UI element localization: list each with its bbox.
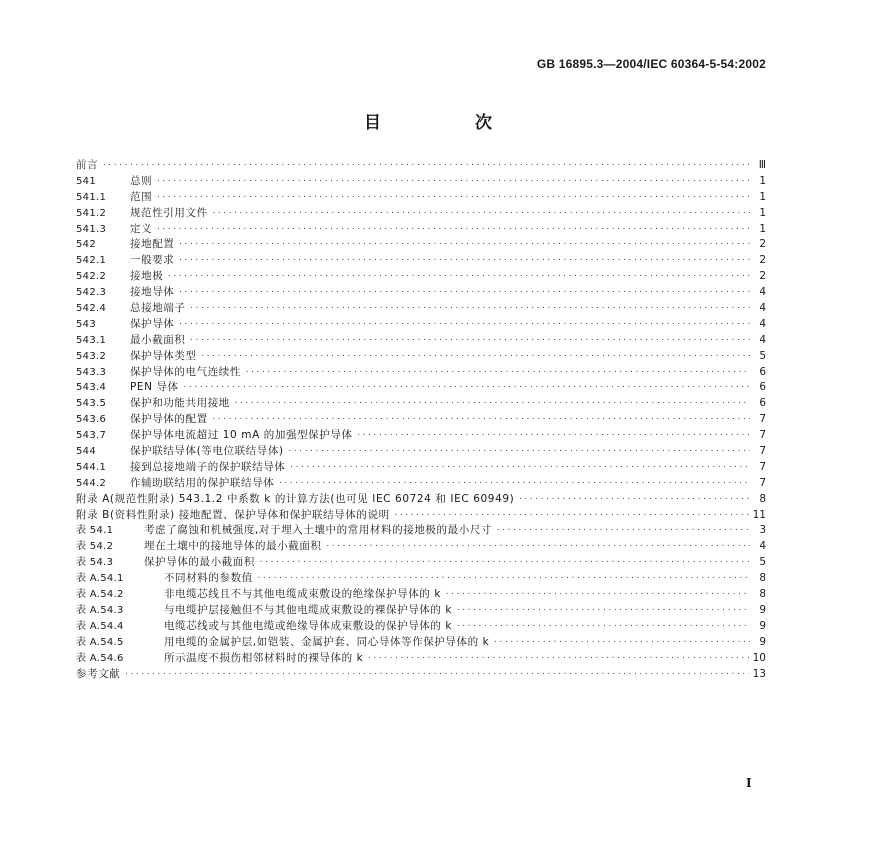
toc-entry-page: 3 xyxy=(759,524,766,537)
toc-entry xyxy=(76,285,766,301)
toc-entry-number: 543.2 xyxy=(76,350,107,362)
toc-entry-title: 前言 xyxy=(76,159,99,171)
toc-entry-title: 接到总接地端子的保护联结导体 xyxy=(130,460,286,473)
toc-entry-page: 6 xyxy=(759,397,766,410)
toc-leader-dots xyxy=(124,667,748,683)
toc-entry xyxy=(76,539,766,555)
toc-entry-page: 4 xyxy=(759,302,766,315)
toc-entry xyxy=(76,380,766,396)
toc-entry xyxy=(76,508,766,524)
toc-entry-number: 541.2 xyxy=(76,207,107,219)
toc-leader-dots xyxy=(496,523,750,539)
toc-entry-page: 4 xyxy=(759,540,766,553)
toc-entry xyxy=(76,317,766,333)
toc-entry xyxy=(76,492,766,508)
toc-leader-dots xyxy=(245,365,750,381)
toc-entry xyxy=(76,555,766,571)
toc-entry-page: 1 xyxy=(759,174,766,187)
toc-entry-page: 10 xyxy=(752,651,766,664)
toc-entry-number: 541.1 xyxy=(76,191,107,203)
toc-leader-dots xyxy=(288,444,750,460)
toc-entry-title: 保护联结导体(等电位联结导体) xyxy=(130,445,284,458)
toc-entry-title: 所示温度不损伤相邻材料时的裸导体的 k xyxy=(164,651,364,664)
toc-entry-title: 总则 xyxy=(130,174,153,187)
toc-entry-title: 保护导体的配置 xyxy=(130,413,208,426)
toc-entry-number: 544.1 xyxy=(76,461,107,473)
toc-entry-title: 用电缆的金属护层,如铠装、金属护套、同心导体等作保护导体的 k xyxy=(164,635,490,648)
toc-leader-dots xyxy=(234,396,750,412)
toc-leader-dots xyxy=(190,333,751,349)
toc-entry-page: 2 xyxy=(759,254,766,267)
toc-leader-dots xyxy=(367,651,748,667)
toc-entry xyxy=(76,396,766,412)
toc-entry xyxy=(76,158,766,174)
toc-entry xyxy=(76,523,766,539)
toc-entry-page: 4 xyxy=(759,286,766,299)
toc-entry-number: 表 A.54.1 xyxy=(76,573,124,585)
toc-entry-title: 非电缆芯线且不与其他电缆成束敷设的绝缘保护导体的 k xyxy=(164,588,442,601)
toc-entry xyxy=(76,222,766,238)
toc-entry-title: 定义 xyxy=(130,222,153,235)
toc-entry-number: 542.1 xyxy=(76,255,107,267)
toc-entry xyxy=(76,619,766,635)
toc-entry-title: 保护导体 xyxy=(130,317,175,330)
toc-entry-number: 544 xyxy=(76,446,96,458)
toc-entry xyxy=(76,190,766,206)
toc-entry xyxy=(76,444,766,460)
toc-entry-page: 6 xyxy=(759,365,766,378)
toc-entry-title: 最小截面积 xyxy=(130,333,186,346)
toc-leader-dots xyxy=(167,269,750,285)
toc-entry-page: 4 xyxy=(759,333,766,346)
toc-entry-title: 作辅助联结用的保护联结导体 xyxy=(130,476,275,489)
toc-entry-title: 总接地端子 xyxy=(130,302,186,315)
toc-entry-page: 2 xyxy=(759,270,766,283)
toc-leader-dots xyxy=(278,476,750,492)
toc-entry-title: 不同材料的参数值 xyxy=(164,572,253,585)
toc-entry-number: 542.4 xyxy=(76,303,107,315)
toc-entry-number: 544.2 xyxy=(76,477,107,489)
toc-entry-page: 8 xyxy=(759,588,766,601)
toc-leader-dots xyxy=(178,317,750,333)
page-number: Ⅰ xyxy=(746,776,752,790)
toc-entry-number: 543 xyxy=(76,318,96,330)
toc-leader-dots xyxy=(212,206,750,222)
toc-entry xyxy=(76,651,766,667)
toc-entry-title: 附录 A(规范性附录) 543.1.2 中系数 k 的计算方法(也可见 IEC 60724 和 IEC 60949) xyxy=(76,492,515,505)
table-of-contents xyxy=(76,158,766,682)
toc-leader-dots xyxy=(518,492,750,508)
toc-leader-dots xyxy=(156,222,750,238)
toc-entry xyxy=(76,174,766,190)
toc-leader-dots xyxy=(394,508,749,524)
toc-leader-dots xyxy=(326,539,750,555)
toc-entry-number: 表 A.54.2 xyxy=(76,589,124,601)
toc-entry xyxy=(76,603,766,619)
toc-entry-number: 542.3 xyxy=(76,287,107,299)
toc-entry-number: 表 A.54.5 xyxy=(76,636,124,648)
toc-leader-dots xyxy=(456,603,750,619)
toc-entry-page: 13 xyxy=(752,667,766,680)
toc-entry-page: 5 xyxy=(759,349,766,362)
toc-entry-page: 8 xyxy=(759,572,766,585)
toc-entry-number: 541 xyxy=(76,175,96,187)
toc-entry-title: 埋在土壤中的接地导体的最小截面积 xyxy=(144,540,322,553)
toc-entry-page: 9 xyxy=(759,619,766,632)
toc-entry xyxy=(76,301,766,317)
toc-entry-title: 保护导体电流超过 10 mA 的加强型保护导体 xyxy=(130,429,353,442)
toc-entry-page: 5 xyxy=(759,556,766,569)
toc-entry xyxy=(76,667,766,683)
toc-entry-title: 接地配置 xyxy=(130,238,175,251)
toc-entry-page: 1 xyxy=(759,190,766,203)
toc-leader-dots xyxy=(178,237,750,253)
toc-leader-dots xyxy=(493,635,750,651)
toc-entry-title: 一般要求 xyxy=(130,254,175,267)
toc-entry-title: 接地导体 xyxy=(130,286,175,299)
toc-leader-dots xyxy=(178,253,750,269)
toc-leader-dots xyxy=(456,619,750,635)
toc-entry xyxy=(76,365,766,381)
toc-entry xyxy=(76,460,766,476)
toc-entry-title: 接地极 xyxy=(130,270,164,283)
toc-leader-dots xyxy=(445,587,750,603)
toc-entry-number: 表 54.1 xyxy=(76,525,114,537)
toc-leader-dots xyxy=(257,571,750,587)
toc-entry-title: 参考文献 xyxy=(76,667,121,680)
toc-entry-number: 541.3 xyxy=(76,223,107,235)
toc-entry xyxy=(76,428,766,444)
toc-entry-number: 表 54.3 xyxy=(76,557,114,569)
toc-entry-page: 7 xyxy=(759,413,766,426)
toc-entry-page: 1 xyxy=(759,206,766,219)
toc-entry-page: 7 xyxy=(759,476,766,489)
toc-entry-number: 表 A.54.6 xyxy=(76,652,124,664)
toc-entry xyxy=(76,571,766,587)
toc-entry-number: 542.2 xyxy=(76,271,107,283)
toc-leader-dots xyxy=(190,301,751,317)
toc-leader-dots xyxy=(259,555,750,571)
toc-entry-page: 7 xyxy=(759,460,766,473)
page-title: 目 次 xyxy=(364,113,536,133)
toc-entry-title: 电缆芯线或与其他电缆或绝缘导体成束敷设的保护导体的 k xyxy=(164,619,453,632)
toc-entry-title: 与电缆护层接触但不与其他电缆成束敷设的裸保护导体的 k xyxy=(164,603,453,616)
toc-entry-page: Ⅲ xyxy=(758,159,766,171)
toc-entry xyxy=(76,635,766,651)
toc-entry xyxy=(76,476,766,492)
toc-entry-page: 8 xyxy=(759,492,766,505)
toc-leader-dots xyxy=(201,349,750,365)
toc-leader-dots xyxy=(212,412,750,428)
toc-entry-page: 1 xyxy=(759,222,766,235)
toc-entry-title: 范围 xyxy=(130,190,153,203)
toc-entry-number: 542 xyxy=(76,239,96,251)
toc-leader-dots xyxy=(289,460,750,476)
toc-entry-page: 7 xyxy=(759,445,766,458)
toc-entry-number: 表 A.54.4 xyxy=(76,620,124,632)
toc-leader-dots xyxy=(183,380,750,396)
toc-entry xyxy=(76,253,766,269)
toc-entry-page: 6 xyxy=(759,381,766,394)
toc-entry-page: 2 xyxy=(759,238,766,251)
toc-leader-dots xyxy=(102,158,750,174)
toc-entry-title: 保护导体的最小截面积 xyxy=(144,556,255,569)
toc-entry-number: 543.3 xyxy=(76,366,107,378)
toc-entry-number: 543.5 xyxy=(76,398,107,410)
toc-entry xyxy=(76,237,766,253)
toc-entry-title: 考虑了腐蚀和机械强度,对于埋入土壤中的常用材料的接地极的最小尺寸 xyxy=(144,524,493,537)
toc-entry-page: 9 xyxy=(759,635,766,648)
toc-entry xyxy=(76,587,766,603)
toc-leader-dots xyxy=(178,285,750,301)
toc-entry xyxy=(76,349,766,365)
toc-leader-dots xyxy=(156,190,750,206)
toc-entry-number: 表 54.2 xyxy=(76,541,114,553)
toc-entry-page: 11 xyxy=(752,508,766,521)
toc-entry-number: 543.6 xyxy=(76,414,107,426)
standard-code: GB 16895.3—2004/IEC 60364-5-54:2002 xyxy=(536,57,766,71)
toc-entry-title: 规范性引用文件 xyxy=(130,206,208,219)
toc-leader-dots xyxy=(357,428,750,444)
toc-entry-title: 保护导体的电气连续性 xyxy=(130,365,241,378)
toc-entry-number: 543.1 xyxy=(76,334,107,346)
toc-entry-page: 7 xyxy=(759,429,766,442)
toc-entry xyxy=(76,269,766,285)
toc-leader-dots xyxy=(156,174,750,190)
toc-entry-title: 保护导体类型 xyxy=(130,349,197,362)
toc-entry xyxy=(76,333,766,349)
toc-entry-title: PEN 导体 xyxy=(130,381,179,394)
toc-entry-title: 附录 B(资料性附录) 接地配置、保护导体和保护联结导体的说明 xyxy=(76,508,390,521)
toc-entry-number: 表 A.54.3 xyxy=(76,604,124,616)
toc-entry-number: 543.7 xyxy=(76,430,107,442)
toc-entry-page: 9 xyxy=(759,603,766,616)
toc-entry-page: 4 xyxy=(759,317,766,330)
toc-entry xyxy=(76,412,766,428)
toc-entry-number: 543.4 xyxy=(76,382,107,394)
toc-entry-title: 保护和功能共用接地 xyxy=(130,397,230,410)
toc-entry xyxy=(76,206,766,222)
